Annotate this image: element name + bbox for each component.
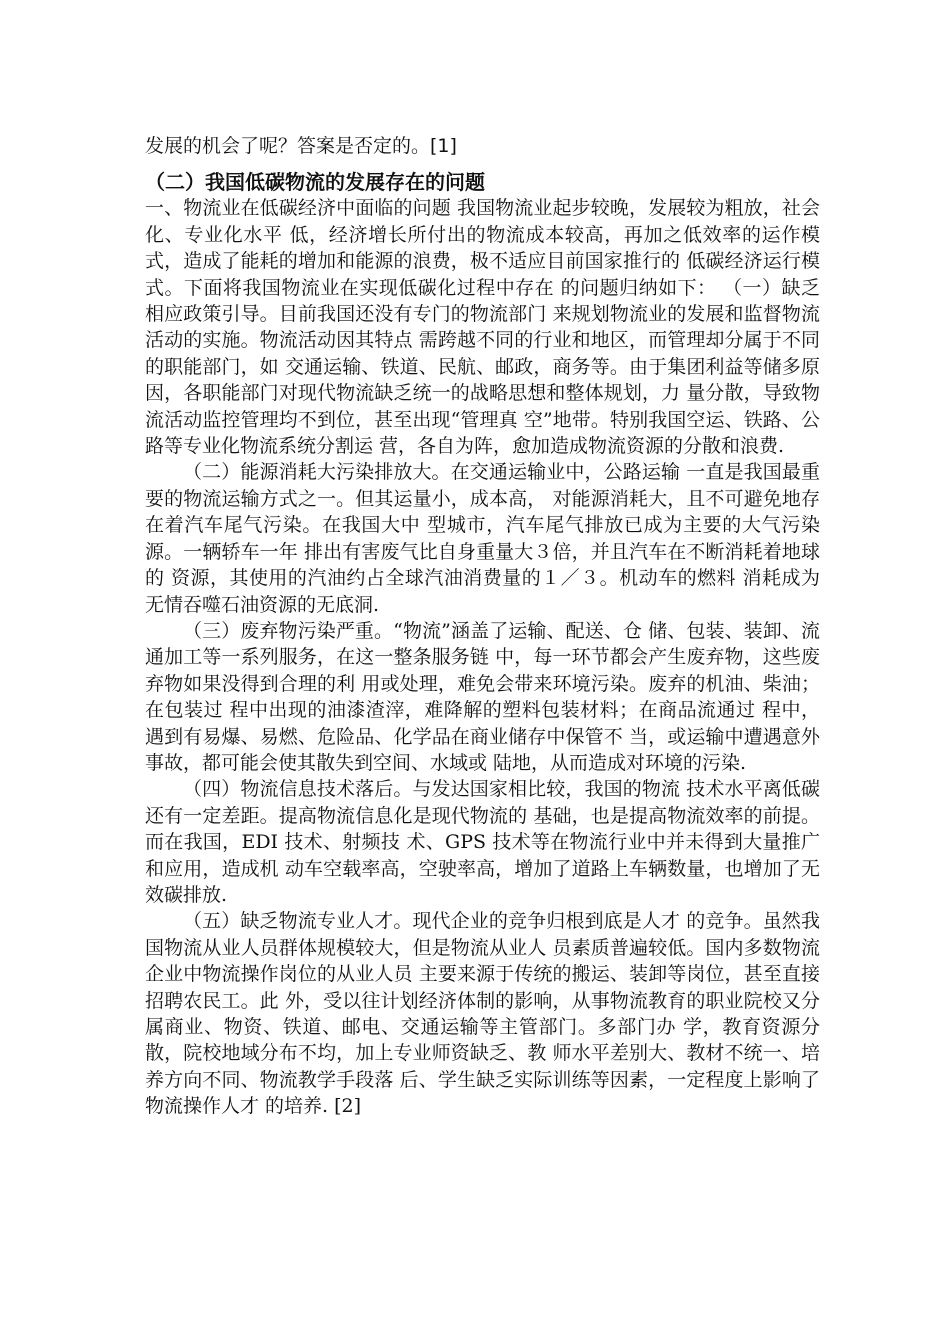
paragraph-1: 一、物流业在低碳经济中面临的问题 我国物流业起步较晚，发展较为粗放，社会化、专业化水平 低，经济增长所付出的物流成本较高，再加之低效率的运作模 式，造成了能耗的增加和能源的浪费，极不适应目前国家推行的 低碳经济运行模式。下面将我国物流业在实现低碳化过程中存在 的问题归纳如下： （一）缺乏相应政策引导。目前我国还没有专门的物流部门 来规划物流业的发展和监督物流活动的实施。物流活动因其特点 需跨越不同的行业和地区，而管理却分属于不同的职能部门，如 交通运输、铁道、民航、邮政，商务等。由于集团利益等储多原 因，各职能部门对现代物流缺乏统一的战略思想和整体规划，力 量分散，导致物流活动监控管理均不到位，甚至出现“管理真 空”地带。特别我国空运、铁路、公路等专业化物流系统分割运 营，各自为阵，愈加造成物流资源的分散和浪费.: [145, 197, 820, 458]
paragraph-5: （五）缺乏物流专业人才。现代企业的竞争归根到底是人才 的竞争。虽然我国物流从业人员群体规模较大，但是物流从业人 员素质普遍较低。国内多数物流企业中物流操作岗位的从业人员 主要来源于传统的搬运、装卸等岗位，甚至直接招聘农民工。此 外，受以往计划经济体制的影响，从事物流教育的职业院校又分 属商业、物资、铁道、邮电、交通运输等主管部门。多部门办 学，教育资源分散，院校地域分布不均，加上专业师资缺乏、教 师水平差别大、教材不统一、培养方向不同、物流教学手段落 后、学生缺乏实际训练等因素，一定程度上影响了物流操作人才 的培养. [2]: [145, 910, 820, 1118]
paragraph-3: （三）废弃物污染严重。“物流”涵盖了运输、配送、仓 储、包装、装卸、流通加工等一系列服务，在这一整条服务链 中，每一环节都会产生废弃物，这些废弃物如果没得到合理的利 用或处理，难免会带来环境污染。废弃的机油、柴油；在包装过 程中出现的油漆渣滓，难降解的塑料包装材料；在商品流通过 程中，遇到有易爆、易燃、危险品、化学品在商业储存中保管不 当，或运输中遭遇意外事故，都可能会使其散失到空间、水域或 陆地，从而造成对环境的污染.: [145, 619, 820, 774]
document-body: [145, 133, 820, 1120]
paragraph-2: （二）能源消耗大污染排放大。在交通运输业中，公路运输 一直是我国最重要的物流运输方式之一。但其运量小，成本高， 对能源消耗大，且不可避免地存在着汽车尾气污染。在我国大中 型城市，汽车尾气排放已成为主要的大气污染源。一辆轿车一年 排出有害废气比自身重量大３倍，并且汽车在不断消耗着地球的 资源，其使用的汽油约占全球汽油消费量的１／３。机动车的燃料 消耗成为无情吞噬石油资源的无底洞.: [145, 461, 820, 616]
section-heading: （二）我国低碳物流的发展存在的问题: [145, 170, 485, 195]
paragraph-4: （四）物流信息技术落后。与发达国家相比较，我国的物流 技术水平离低碳还有一定差距。提高物流信息化是现代物流的 基础，也是提高物流效率的前提。而在我国，EDI 技术、射频技 术、GPS 技术等在物流行业中并未得到大量推广和应用，造成机 动车空载率高，空驶率高，增加了道路上车辆数量，也增加了无 效碳排放.: [145, 778, 820, 906]
lead-line: 发展的机会了呢？答案是否定的。[1]: [145, 135, 457, 157]
